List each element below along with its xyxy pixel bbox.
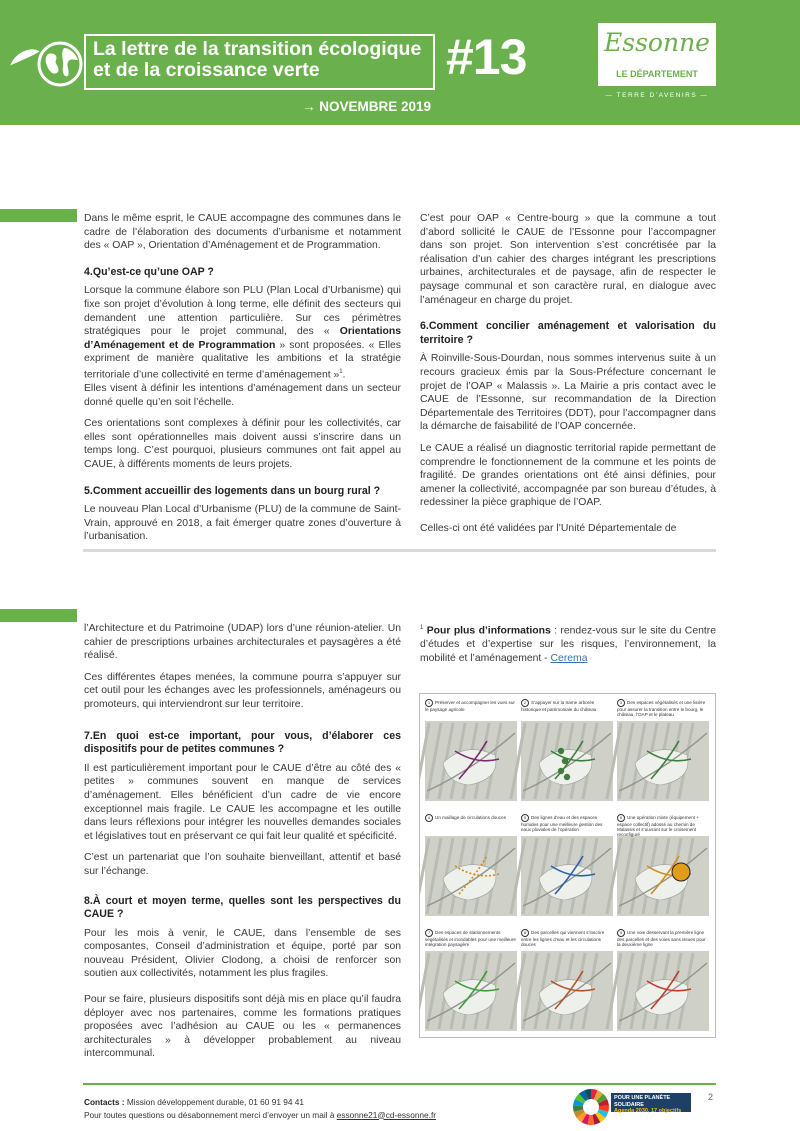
sdg-wheel-icon <box>572 1088 610 1126</box>
paragraph: C’est pour OAP « Centre-bourg » que la commune a tout d’abord sollicité le CAUE de l’Essonne pour l’accompagner dans son projet. Son intervention s’est concrétisée par la réalisation d’un cahier des charges intégrant les prescriptions urbaines, architecturales et de paysage, afin de respecter le paysage communal et son caractère rural, en dialogue avec l’aménageur en charge du projet. <box>420 213 716 306</box>
question-heading-5: 5.Comment accueillir des logements dans un bourg rural ? <box>84 484 381 497</box>
paragraph: Dans le même esprit, le CAUE accompagne des communes dans le cadre de l’élaboration des documents d’urbanisme et notamment des « OAP », Orientation d’Aménagement et de Programmation. <box>84 213 401 252</box>
footnote: $^1$ Pour plus d’informations : rendez-vous sur le site du Centre d’études et d’expertise sur les risques, l’environnement, la mobilité et l’aménagement - Cerema <box>420 625 716 664</box>
paragraph: Le nouveau Plan Local d’Urbanisme (PLU) de la commune de Saint-Vrain, approuvé en 2018, a fait émerger quatre zones d’ouverture à l’urbanisation. <box>84 504 401 543</box>
paragraph: Pour se faire, plusieurs dispositifs sont déjà mis en place qu’il faudra déployer avec nos partenaires, comme les formations pratiques proposées avec l’adhésion au CAUE ou les « permanences architecturales » à développer probablement au niveau intercommunal. <box>84 994 401 1060</box>
issue-number: #13 <box>446 29 527 85</box>
paragraph: Elles visent à définir les intentions d’aménagement dans un secteur donné quelle qu’en soit l’échelle. <box>84 383 401 408</box>
diagram-caption-7: 7 Des espaces de stationnements végétalisés et inondables pour une meilleure intégration paysagère <box>425 930 516 948</box>
paragraph: À Roinville-Sous-Dourdan, nous sommes intervenus suite à un recours gracieux émis par la Sous-Préfecture concernant le projet de l’OAP « Malassis ». La Mairie a pris contact avec le CAUE de l’Essonne, sur recommandation de la Direction Départementale des Territoires (DDT), pour l’accompagner dans la démarche de faisabilité de l’OAP concernée. <box>420 353 716 433</box>
diagram-panel-9 <box>607 951 709 1031</box>
paragraph: Celles-ci ont été validées par l’Unité Départementale de <box>420 522 677 534</box>
page-number: 2 <box>708 1092 714 1102</box>
footer-rule <box>83 1083 716 1085</box>
diagram-caption-5: 5 Des lignes d’eau et des espaces humides pour une meilleure gestion des eaux pluviales de l’opération <box>521 815 603 833</box>
diagram-panel-8 <box>511 951 613 1031</box>
issue-date: → NOVEMBRE 2019 <box>302 99 432 114</box>
cerema-link[interactable]: Cerema <box>550 652 588 664</box>
paragraph: l’Architecture et du Patrimoine (UDAP) lors d’une réunion-atelier. Un cahier de prescriptions urbaines architecturales et paysagères a été réalisé. <box>84 623 401 662</box>
logo-wordmark: Essonne <box>604 28 710 57</box>
email-link[interactable]: essonne21@cd-essonne.fr <box>336 1109 437 1120</box>
question-heading-4: 4.Qu’est-ce qu’une OAP ? <box>84 265 214 278</box>
column-2 <box>420 212 716 543</box>
diagram-panel-5 <box>511 836 613 916</box>
logo-tagline: — TERRE D’AVENIRS — <box>605 92 709 99</box>
diagram-caption-3: 3 Des espaces végétalisés et une lisière pour assurer la transition entre le bourg, le château, l’OAP et le plateau <box>617 700 706 718</box>
question-heading-7: 7.En quoi est-ce important, pour vous, d’élaborer ces dispositifs pour de petites communes ? <box>84 729 401 756</box>
section-marker <box>0 209 77 222</box>
logo-subtitle: LE DÉPARTEMENT <box>616 69 698 79</box>
diagram-panel-6 <box>607 836 709 916</box>
paragraph: Lorsque la commune élabore son PLU (Plan Local d’Urbanisme) qui fixe son projet d’évolution à long terme, elle définit des secteurs qui demandent une attention particulière. Sur ces périmètres stratégiques pour le projet communal, des « Orientations d’Aménagement et de Programmation » sont proposées. « Elles expriment de manière qualitative les ambitions et la stratégie territoriale d’une collectivité en terme d’aménagement »$^1$. <box>84 285 401 381</box>
paragraph: C’est un partenariat que l’on souhaite bienveillant, attentif et basé sur l’échange. <box>84 852 401 877</box>
footer-contacts: Contacts : Mission développement durable, 01 60 91 94 41 Pour toutes questions ou désabonnement merci d’envoyer un mail à essonne21@cd-essonne.fr <box>84 1097 437 1120</box>
newsletter-title: La lettre de la transition écologique et de la croissance verte <box>93 38 422 81</box>
question-heading-6: 6.Comment concilier aménagement et valorisation du territoire ? <box>420 320 716 346</box>
diagram-caption-6: 6 Une opération mixte (équipement + espace collectif) adossé au chemin de Malassis et s’ouvrant sur le croisement reconfiguré <box>617 815 699 838</box>
sdg-badge: POUR UNE PLANÈTE SOLIDAIRE Agenda 2030, 17 objectifs <box>611 1093 691 1112</box>
diagram-caption-1: 1 Préserver et accompagner les vues sur le paysage agricole <box>425 700 515 712</box>
paragraph: Ces orientations sont complexes à définir pour les collectivités, car elles sont opérationnelles mais doivent aussi s’inscrire dans un temps long. C’est pourquoi, plusieurs communes ont fait appel au CAUE, à différents moments de leurs projets. <box>84 418 401 470</box>
diagram-caption-8: 8 Des parcelles qui viennent s’inscrire entre les lignes d’eau et les circulations douces <box>521 930 605 948</box>
paragraph: Ces différentes étapes menées, la commune pourra s’appuyer sur cet outil pour les échanges avec les professionnels, aménageurs ou promoteurs, qui interviendront sur leur territoire. <box>84 671 401 710</box>
paragraph: Il est particulièrement important pour le CAUE d’être au côté des « petites » communes souvent en manque de services d’aménagement. Elles bénéficient d’un cadre de vie encore exceptionnel mais fragile. Le CAUE les accompagne et les outille dans leurs réflexions pour intégrer les nouvelles demandes sociales et législatives tout en préservant ce qui fait leur qualité et spécificité. <box>84 762 401 842</box>
paragraph: Le CAUE a réalisé un diagnostic territorial rapide permettant de comprendre le fonctionnement de la commune et les points de fragilité. De grandes orientations ont été ainsi définies, pour amener la collectivité, accompagnée par son bureau d’études, à redessiner la pièce graphique de l’OAP. <box>420 442 716 509</box>
oap-diagram-graphics <box>419 693 716 1038</box>
diagram-caption-4: 4 Un maillage de circulations douces <box>425 814 517 822</box>
section-marker <box>0 609 77 622</box>
paragraph: Pour les mois à venir, le CAUE, dans l’ensemble de ses composantes, Conseil d’administration et équipe, porté par son nouveau Président, Olivier Clodong, a choisi de renforcer son soutien aux collectivités, notamment les plus fragiles. <box>84 927 401 980</box>
section-divider <box>83 549 716 552</box>
column-1 <box>84 212 401 552</box>
question-heading-8: 8.À court et moyen terme, quelles sont les perspectives du CAUE ? <box>84 894 401 921</box>
globe-leaf-icon <box>8 36 84 88</box>
diagram-panel-2 <box>511 721 613 801</box>
column-3 <box>84 622 401 1069</box>
diagram-caption-9: 9 Une voie desservant la première ligne des parcelles et des voies sans issues pour la deuxième ligne <box>617 930 706 948</box>
diagram-panel-4 <box>419 836 517 916</box>
diagram-panel-1 <box>419 721 517 801</box>
diagram-caption-2: 2 S’appuyer sur la trame arborée historique et patrimoniale du château <box>521 700 597 712</box>
diagram-panel-7 <box>419 951 517 1031</box>
diagram-panel-3 <box>607 721 709 801</box>
